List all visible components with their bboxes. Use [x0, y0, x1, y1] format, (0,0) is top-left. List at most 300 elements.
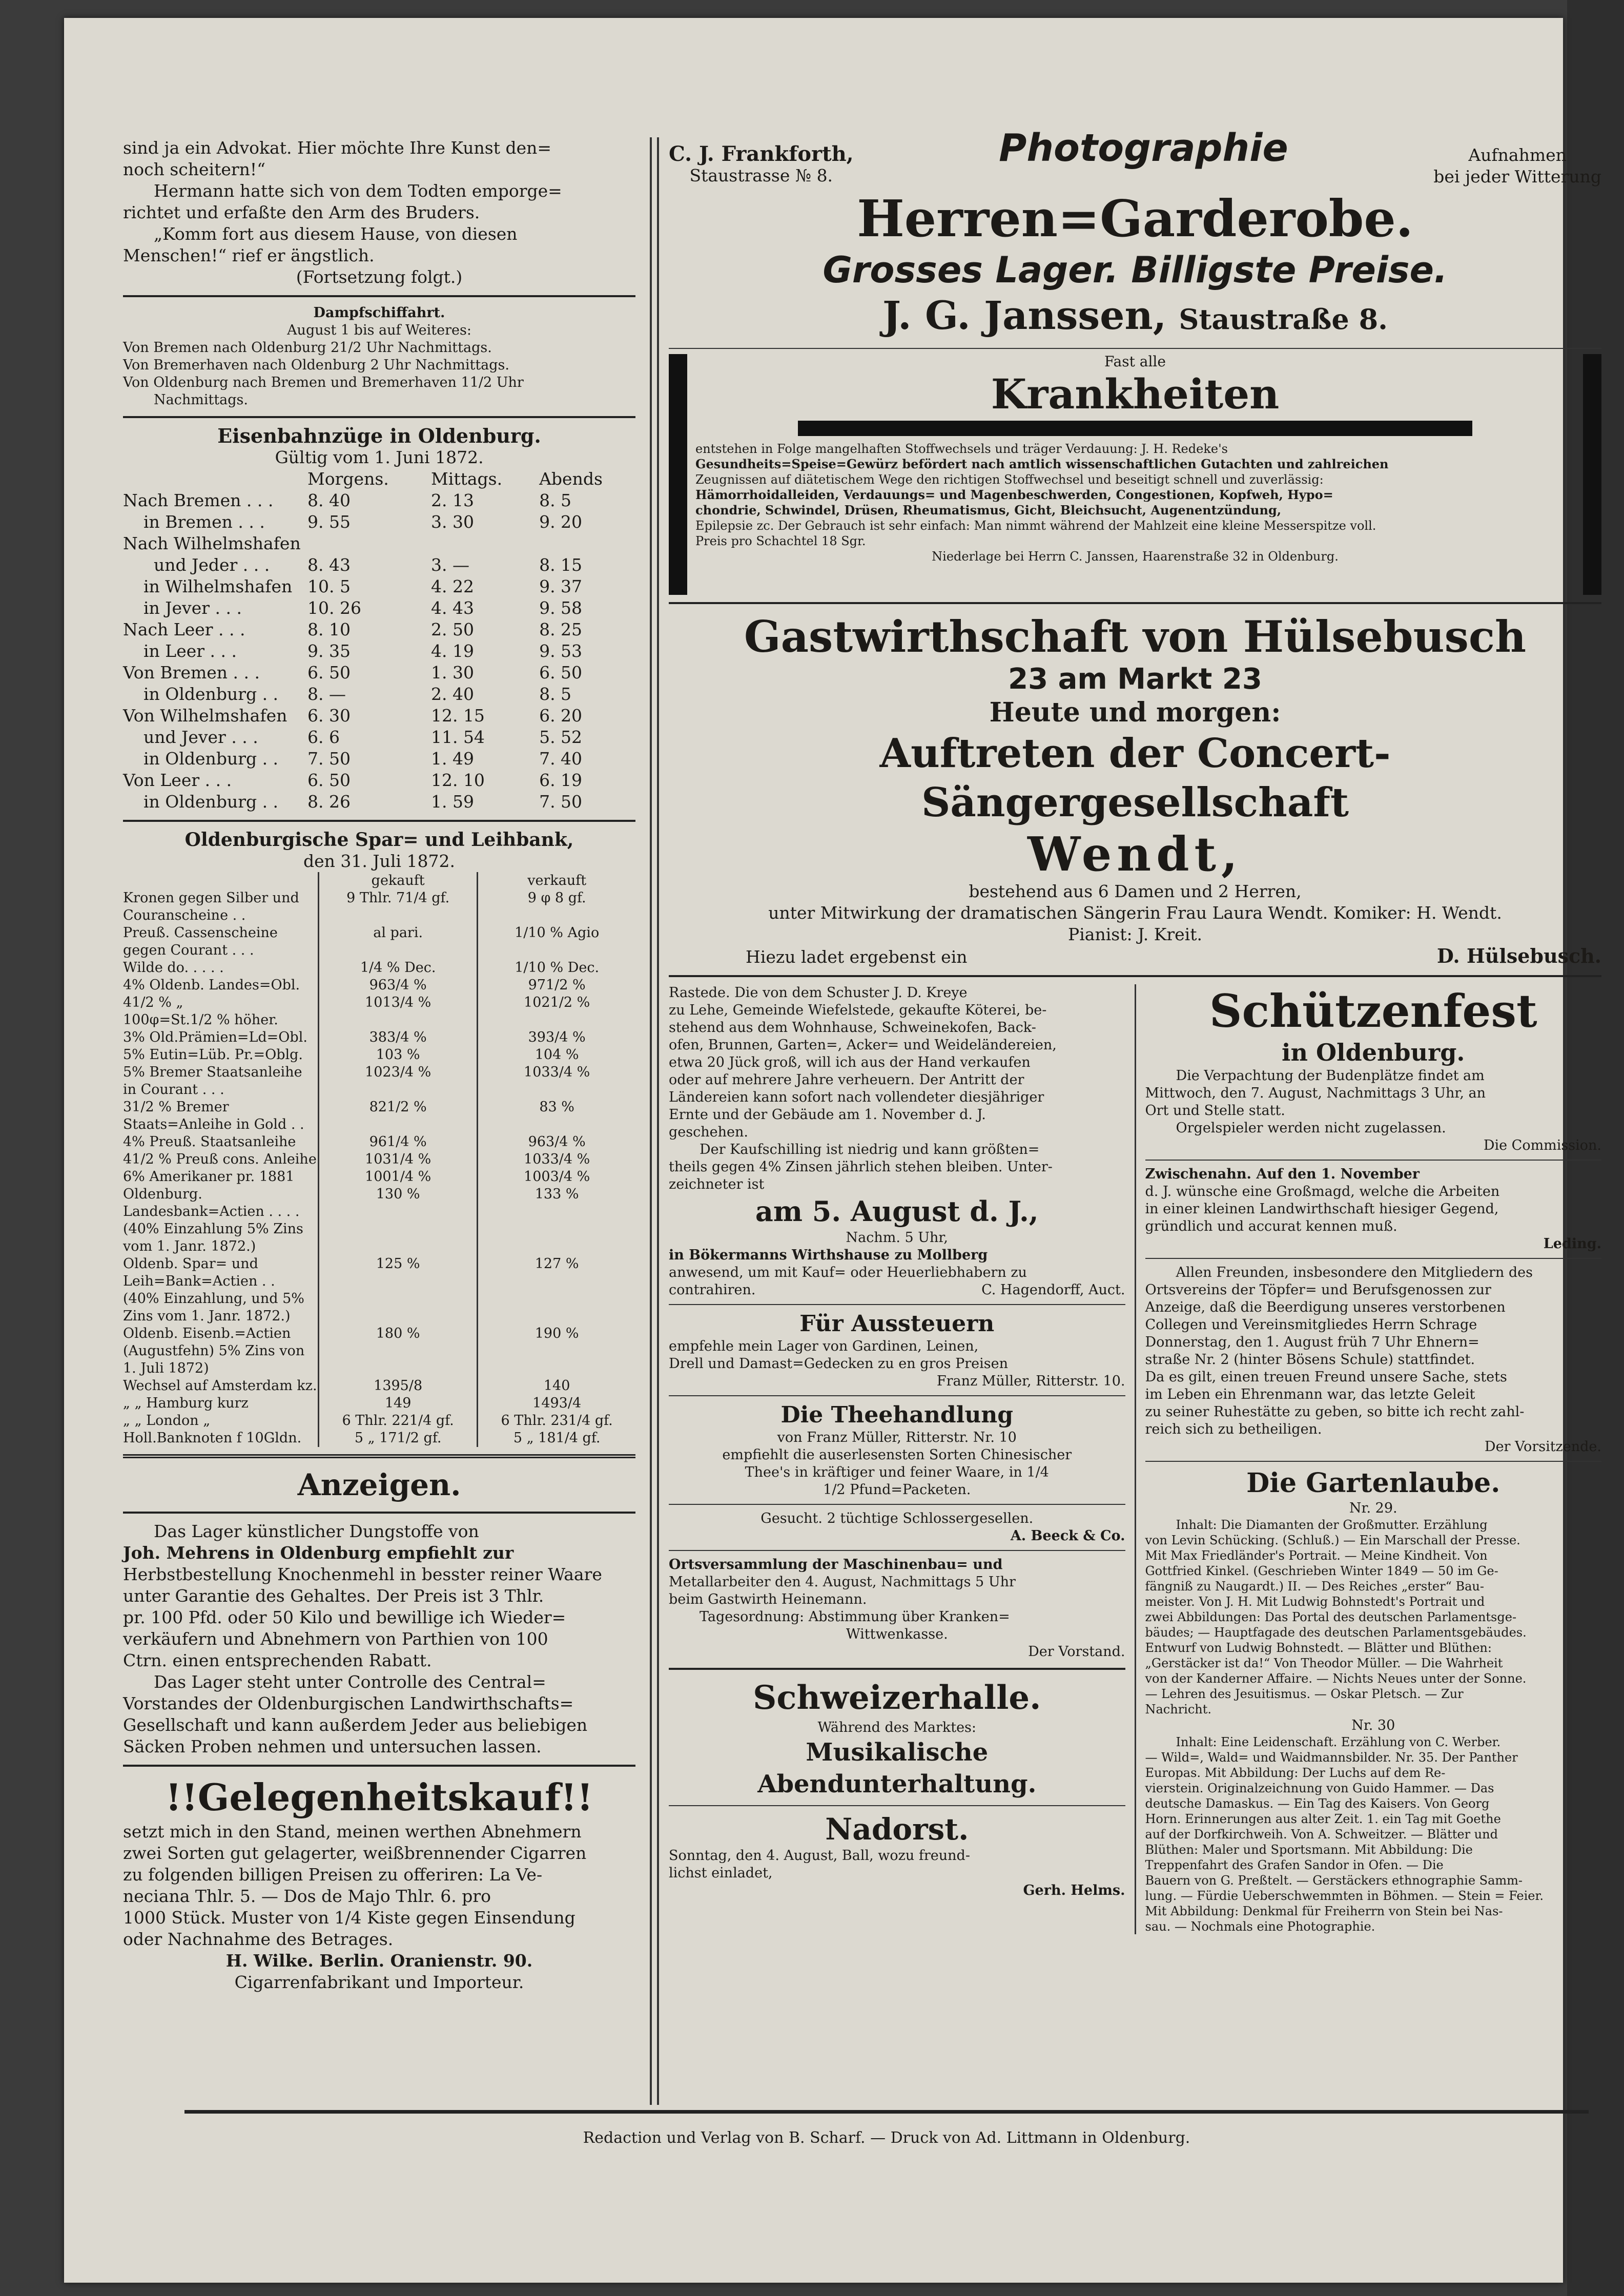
ad-line: empfiehlt die auserlesensten Sorten Chinesischer	[722, 1447, 1072, 1463]
ad-line: bestehend aus 6 Damen und 2 Herren,	[969, 881, 1302, 901]
ad-line: Nachricht.	[1145, 1702, 1212, 1716]
ad-line: straße Nr. 2 (hinter Bösens Schule) stattfindet.	[1145, 1352, 1475, 1368]
cell: 3. —	[430, 555, 469, 575]
table-row	[123, 1029, 635, 1046]
cell: 11. 54	[430, 727, 485, 747]
story-line: Hermann hatte sich von dem Todten emporge=	[154, 181, 562, 201]
cell: 9. 35	[307, 641, 351, 661]
divider	[123, 820, 635, 822]
cell: Von Bremen . . .	[123, 663, 260, 682]
cell: 41/2 % „	[123, 994, 319, 1011]
ad-line: Während des Marktes:	[817, 1720, 977, 1735]
cell: 149	[319, 1395, 478, 1412]
ad-line: Pianist: J. Kreit.	[1068, 924, 1202, 944]
ad-line: Ortsversammlung der Maschinenbau= und	[669, 1557, 1003, 1573]
cell: 31/2 % Bremer Staats=Anleihe in Gold . .	[123, 1099, 319, 1133]
nadorst-title: Nadorst.	[825, 1812, 969, 1847]
ad-line: anwesend, um mit Kauf= oder Heuerliebhabern zu	[669, 1265, 1027, 1280]
ad-line: Das Lager künstlicher Dungstoffe von	[154, 1521, 479, 1541]
krankheiten-pre: Fast alle	[1104, 353, 1166, 370]
cell: 9. 55	[307, 512, 351, 532]
janssen-address: Staustraße 8.	[1179, 303, 1388, 336]
cell: 1001/4 %	[319, 1168, 478, 1186]
table-row	[123, 727, 635, 748]
ad-line: Mittwoch, den 7. August, Nachmittags 3 Uhr, an	[1145, 1085, 1486, 1101]
cell: 6. 50	[307, 770, 351, 790]
cell: 1033/4 %	[524, 1064, 590, 1080]
cell: 190 %	[535, 1326, 579, 1341]
cell: 9. 58	[539, 598, 583, 618]
table-row	[123, 977, 635, 994]
ad-signature: D. Hülsebusch.	[1436, 944, 1601, 967]
cell: 6% Amerikaner pr. 1881	[123, 1168, 319, 1186]
ad-line: setzt mich in den Stand, meinen werthen Abnehmern	[123, 1822, 582, 1842]
divider	[123, 416, 635, 418]
steamship-schedule	[123, 304, 635, 409]
cell: 9 Thlr. 71/4 gf.	[319, 890, 478, 924]
ad-line: Gesundheits=Speise=Gewürz befördert nach amtlich wissenschaftlichen Gutachten und zahlreichen	[695, 457, 1389, 471]
ad-signature: Der Vorstand.	[1028, 1644, 1125, 1660]
cell: Nach Bremen . . .	[123, 490, 274, 510]
table-row	[123, 1255, 635, 1290]
herren-garderobe-ad	[669, 191, 1601, 343]
cell: 383/4 %	[319, 1029, 478, 1046]
cell: 8. 5	[539, 684, 572, 704]
ad-line: Bauern von G. Preßtelt. — Gerstäckers ethnographie Samm-	[1145, 1873, 1523, 1888]
right-column	[669, 126, 1601, 1934]
ad-line: Da es gilt, einen treuen Freund unsere Sache, stets	[1145, 1369, 1507, 1385]
ad-line: Niederlage bei Herrn C. Janssen, Haarenstraße 32 in Oldenburg.	[932, 549, 1339, 564]
ad-line: unter Garantie des Gehaltes. Der Preis ist 3 Thlr.	[123, 1586, 544, 1606]
top-row	[669, 126, 1601, 188]
divider	[123, 1765, 635, 1767]
table-row	[123, 1412, 635, 1430]
cell: 6 Thlr. 221/4 gf.	[319, 1412, 478, 1430]
cell: 125 %	[319, 1255, 478, 1290]
schweizerhalle-title: Schweizerhalle.	[753, 1679, 1041, 1717]
ad-signature: H. Wilke. Berlin. Oranienstr. 90.	[225, 1951, 533, 1971]
story-line: Menschen!“ rief er ängstlich.	[123, 245, 375, 265]
ad-line: Herbstbestellung Knochenmehl in besster reiner Waare	[123, 1564, 602, 1584]
cell: 4. 22	[430, 576, 474, 596]
column-rule	[650, 137, 652, 2105]
cell: al pari.	[319, 924, 478, 959]
cell: 8. 15	[539, 555, 583, 575]
table-row	[123, 662, 635, 684]
table-row	[123, 994, 635, 1011]
janssen-name: J. G. Janssen,	[882, 293, 1167, 338]
cell: „ „ London „	[123, 1412, 319, 1430]
cell: 12. 15	[430, 706, 485, 726]
ad-line: Sonntag, den 4. August, Ball, wozu freund-	[669, 1848, 970, 1864]
table-row	[123, 770, 635, 791]
col-header: Abends	[539, 469, 603, 489]
divider	[669, 348, 1601, 349]
aussteuern-title: Für Aussteuern	[799, 1311, 995, 1337]
cell: in Oldenburg . .	[143, 749, 279, 769]
cell: 6. 19	[539, 770, 583, 790]
ad-line: chondrie, Schwindel, Drüsen, Rheumatismus, Gicht, Bleichsucht, Augenentzündung,	[695, 503, 1282, 518]
ad-line: geschehen.	[669, 1124, 748, 1140]
cell: 5% Eutin=Lüb. Pr.=Oblg.	[123, 1046, 319, 1064]
cell: in Bremen . . .	[143, 512, 265, 532]
story-line: richtet und erfaßte den Arm des Bruders.	[123, 202, 480, 222]
frankforth-name: C. J. Frankforth,	[669, 142, 854, 166]
bank-table	[123, 872, 635, 1447]
cell: Nach Wilhelmshafen	[123, 533, 301, 553]
cell: 9. 53	[539, 641, 583, 661]
cell: 41/2 % Preuß cons. Anleihe	[123, 1151, 319, 1168]
ad-line: Gesucht. 2 tüchtige Schlossergesellen.	[760, 1511, 1034, 1526]
cell: 130 %	[319, 1186, 478, 1221]
ad-line: gründlich und accurat kennen muß.	[1145, 1218, 1397, 1234]
cell: Holl.Banknoten f 10Gldn.	[123, 1430, 319, 1447]
col-header: verkauft	[527, 873, 587, 888]
ad-line: Drell und Damast=Gedecken zu en gros Preisen	[669, 1356, 1008, 1372]
steamship-subtitle: August 1 bis auf Weiteres:	[287, 322, 471, 338]
ad-line: zeichneter ist	[669, 1176, 765, 1192]
ad-line: beim Gastwirth Heinemann.	[669, 1591, 867, 1607]
col-header: Morgens.	[307, 469, 389, 489]
ad-line: Säcken Proben nehmen und untersuchen lassen.	[123, 1736, 542, 1756]
cell: 7. 50	[307, 749, 351, 769]
cell: 133 %	[535, 1186, 579, 1202]
gastwirthschaft-ad	[669, 611, 1601, 968]
ad-signature: C. Hagendorff, Auct.	[981, 1282, 1125, 1298]
steamship-line: Von Bremen nach Oldenburg 21/2 Uhr Nachmittags.	[123, 340, 492, 356]
table-row	[123, 1046, 635, 1064]
ad-signature: Der Vorsitzende.	[1484, 1439, 1601, 1455]
story-ending	[123, 137, 635, 288]
ad-signature: Franz Müller, Ritterstr. 10.	[936, 1373, 1125, 1389]
table-row	[123, 1395, 635, 1412]
ad-line: etwa 20 Jück groß, will ich aus der Hand verkaufen	[669, 1054, 1031, 1070]
cell: 104 %	[535, 1047, 579, 1063]
divider	[1145, 1258, 1602, 1259]
photographie-heading: Photographie	[999, 126, 1288, 170]
aufnahmen-block	[1433, 144, 1601, 188]
cell: Oldenb. Spar= und Leih=Bank=Actien . .	[123, 1255, 319, 1290]
gelegenheitskauf-ad	[123, 1774, 635, 1993]
cell: 1. 59	[430, 792, 474, 812]
ad-line: Rastede. Die von dem Schuster J. D. Kreye	[669, 985, 968, 1001]
ad-line: Inhalt: Eine Leidenschaft. Erzählung von C. Werber.	[1176, 1735, 1501, 1749]
trains-table	[123, 468, 635, 813]
table-row	[123, 1290, 635, 1325]
table-row	[123, 1168, 635, 1186]
table-row	[123, 533, 635, 554]
ad-line: Preis pro Schachtel 18 Sgr.	[695, 534, 866, 548]
ad-line: bäudes; — Hauptfagade des deutschen Parlamentsgebäudes.	[1145, 1625, 1527, 1640]
ad-line: empfehle mein Lager von Gardinen, Leinen,	[669, 1338, 979, 1354]
cell: 1/10 % Dec.	[515, 960, 600, 976]
table-row	[123, 1133, 635, 1151]
divider	[669, 1304, 1125, 1305]
cell: in Leer . . .	[143, 641, 237, 661]
cell: 1. 49	[430, 749, 474, 769]
cell: 8. —	[307, 684, 346, 704]
bank-subtitle: den 31. Juli 1872.	[303, 851, 455, 871]
gastwirth-title: Gastwirthschaft von Hülsebusch	[744, 611, 1527, 662]
ad-line: auf der Dorfkirchweih. Von A. Schweitzer. — Blätter und	[1145, 1827, 1498, 1842]
cell: „ „ Hamburg kurz	[123, 1395, 319, 1412]
ad-line: ofen, Brunnen, Garten=, Acker= und Weideländereien,	[669, 1037, 1057, 1053]
table-row	[123, 705, 635, 727]
ad-line: zu folgenden billigen Preisen zu offeriren: La Ve-	[123, 1865, 543, 1885]
ad-line: pr. 100 Pfd. oder 50 Kilo und bewillige ich Wieder=	[123, 1607, 566, 1627]
cell: 5 „ 171/2 gf.	[319, 1430, 478, 1447]
ad-line: Das Lager steht unter Controlle des Central=	[154, 1672, 546, 1692]
cell: 10. 26	[307, 598, 361, 618]
ad-line: Anzeige, daß die Beerdigung unseres verstorbenen	[1145, 1299, 1506, 1315]
ad-line: contrahiren.	[669, 1282, 756, 1298]
ad-line: verkäufern und Abnehmern von Parthien von 100	[123, 1629, 548, 1649]
table-row	[123, 890, 635, 924]
table-row	[123, 1221, 635, 1255]
table-row	[123, 684, 635, 705]
gastwirth-heute: Heute und morgen:	[989, 697, 1281, 728]
cell: 3% Old.Prämien=Ld=Obl.	[123, 1029, 319, 1046]
story-line: noch scheitern!“	[123, 159, 266, 179]
cell: 1003/4 %	[524, 1169, 590, 1185]
ad-line: lichst einladet,	[669, 1865, 773, 1881]
divider	[669, 1504, 1125, 1505]
cell: 6. 50	[539, 663, 583, 682]
cell: Oldenb. Eisenb.=Actien (Augustfehn) 5% Zins von 1. Juli 1872)	[123, 1325, 319, 1377]
herren-title: Herren=Garderobe.	[857, 190, 1413, 249]
cell: 127 %	[535, 1256, 579, 1272]
ad-line: vierstein. Originalzeichnung von Guido Hammer. — Das	[1145, 1781, 1494, 1795]
ad-line: oder Nachnahme des Betrages.	[123, 1929, 394, 1949]
cell: 6. 6	[307, 727, 340, 747]
table-row	[123, 1377, 635, 1395]
divider	[1145, 1160, 1602, 1161]
ad-line: entstehen in Folge mangelhaften Stoffwechsels und träger Verdauung: J. H. Redeke's	[695, 442, 1228, 456]
black-bar	[1583, 354, 1601, 595]
gartenlaube-title: Die Gartenlaube.	[1246, 1467, 1500, 1499]
table-row	[123, 1325, 635, 1377]
ad-line: von Levin Schücking. (Schluß.) — Ein Marschall der Presse.	[1145, 1533, 1520, 1547]
ad-line: in einer kleinen Landwirthschaft hiesiger Gegend,	[1145, 1201, 1499, 1217]
ad-line: zu Lehe, Gemeinde Wiefelstede, gekaufte Köterei, be-	[669, 1002, 1047, 1018]
cell: 6. 50	[307, 663, 351, 682]
ad-line: Wittwenkasse.	[846, 1626, 948, 1642]
ad-line: unter Mitwirkung der dramatischen Sängerin Frau Laura Wendt. Komiker: H. Wendt.	[768, 903, 1502, 923]
col-header: Mittags.	[430, 469, 503, 489]
ad-line: meister. Von J. H. Mit Ludwig Bohnstedt's Portrait und	[1145, 1595, 1485, 1609]
black-bar	[798, 421, 1472, 436]
ad-line: Tagesordnung: Abstimmung über Kranken=	[700, 1609, 1010, 1625]
cell: und Jever . . .	[143, 727, 258, 747]
steamship-title: Dampfschiffahrt.	[313, 305, 445, 321]
cell: 5% Bremer Staatsanleihe in Courant . . .	[123, 1064, 319, 1099]
ad-line: zwei Sorten gut gelagerter, weißbrennender Cigarren	[123, 1843, 587, 1863]
ad-line: Ernte und der Gebäude am 1. November d. J.	[669, 1107, 986, 1123]
ad-line: von der Kanderner Affaire. — Nichts Neues unter der Sonne.	[1145, 1671, 1527, 1686]
cell: 100φ=St.1/2 % höher.	[123, 1011, 319, 1029]
cell: 6. 30	[307, 706, 351, 726]
cell: 4. 43	[430, 598, 474, 618]
ad-line: Epilepsie zc. Der Gebrauch ist sehr einfach: Man nimmt während der Mahlzeit eine kleine Messerspitze voll.	[695, 519, 1376, 533]
cell: in Wilhelmshafen	[143, 576, 293, 596]
cell: 6. 20	[539, 706, 583, 726]
auction-date: am 5. August d. J.,	[755, 1195, 1039, 1228]
table-row	[123, 576, 635, 597]
table-row	[123, 959, 635, 977]
cell: 12. 10	[430, 770, 485, 790]
right-subcolumn-1	[669, 984, 1136, 1934]
ad-line: Treppenfahrt des Grafen Sandor in Ofen. — Die	[1145, 1858, 1444, 1872]
table-row	[123, 1186, 635, 1221]
cell: 2. 50	[430, 619, 474, 639]
divider	[669, 1668, 1125, 1670]
gastwirth-address: 23 am Markt 23	[1008, 663, 1262, 696]
table-row	[123, 791, 635, 813]
ad-line: Collegen und Vereinsmitgliedes Herrn Schrage	[1145, 1317, 1477, 1333]
gelegenheit-title: !!Gelegenheitskauf!!	[165, 1775, 593, 1819]
cell: 5. 52	[539, 727, 583, 747]
cell: 961/4 %	[319, 1133, 478, 1151]
herren-subtitle: Grosses Lager. Billigste Preise.	[823, 249, 1448, 291]
ad-line: Thee's in kräftiger und feiner Waare, in 1/4	[745, 1464, 1049, 1480]
divider	[123, 1512, 635, 1514]
right-subcolumn-2	[1136, 984, 1602, 1934]
ad-signature: Leding.	[1543, 1236, 1601, 1252]
ad-line: Gottfried Kinkel. (Geschrieben Winter 1849 — 50 im Ge-	[1145, 1564, 1498, 1578]
aufnahmen-text: Aufnahmen	[1468, 145, 1567, 165]
cell: Von Leer . . .	[123, 770, 232, 790]
trains-subtitle: Gültig vom 1. Juni 1872.	[275, 447, 484, 467]
cell: 1/10 % Agio	[515, 925, 600, 941]
ad-line: zu seiner Ruhestätte zu geben, so bitte ich recht zahl-	[1145, 1404, 1525, 1420]
story-line: sind ja ein Advokat. Hier möchte Ihre Kunst den=	[123, 138, 552, 158]
ad-line: von Franz Müller, Ritterstr. Nr. 10	[777, 1430, 1017, 1445]
cell: 4% Preuß. Staatsanleihe	[123, 1133, 319, 1151]
cell: 1. 30	[430, 663, 474, 682]
ad-line: 1000 Stück. Muster von 1/4 Kiste gegen Einsendung	[123, 1908, 575, 1928]
ad-signature: Cigarrenfabrikant und Importeur.	[234, 1972, 524, 1992]
ad-line: Hiezu ladet ergebenst ein	[746, 947, 968, 967]
cell: 1033/4 %	[524, 1151, 590, 1167]
auftreten-heading: Auftreten der Concert-Sängergesellschaft	[879, 730, 1391, 826]
ad-line: Mit Max Friedländer's Portrait. — Meine Kindheit. Von	[1145, 1548, 1488, 1563]
ad-signature: A. Beeck & Co.	[1010, 1528, 1125, 1544]
continued-note: (Fortsetzung folgt.)	[296, 267, 463, 287]
divider	[669, 975, 1601, 977]
ad-line: neciana Thlr. 5. — Dos de Majo Thlr. 6. pro	[123, 1886, 491, 1906]
schuetzenfest-location: in Oldenburg.	[1282, 1039, 1465, 1066]
bottom-rule	[184, 2110, 1589, 2114]
table-row	[123, 490, 635, 511]
issue-number: Nr. 29.	[1349, 1500, 1397, 1516]
cell: in Jever . . .	[143, 598, 242, 618]
ad-line: „Gerstäcker ist da!“ Von Theodor Müller. — Die Wahrheit	[1145, 1656, 1503, 1670]
bank-rates	[123, 829, 635, 1447]
cell: und Jeder . . .	[154, 555, 270, 575]
cell: 83 %	[539, 1099, 574, 1115]
divider	[669, 1395, 1125, 1396]
ad-line: Orgelspieler werden nicht zugelassen.	[1176, 1120, 1446, 1136]
cell: 8. 5	[539, 490, 572, 510]
wendt-heading: Wendt,	[1027, 826, 1243, 882]
ad-line: sau. — Nochmals eine Photographie.	[1145, 1919, 1375, 1934]
cell: 8. 43	[307, 555, 351, 575]
col-header: gekauft	[319, 872, 478, 890]
ad-line: Horn. Erinnerungen aus alter Zeit. 1. ein Tag mit Goethe	[1145, 1812, 1501, 1826]
ad-line: Inhalt: Die Diamanten der Großmutter. Erzählung	[1176, 1518, 1488, 1532]
ad-line: Metallarbeiter den 4. August, Nachmittags 5 Uhr	[669, 1574, 1016, 1590]
cell: 8. 40	[307, 490, 351, 510]
cell: 7. 50	[539, 792, 583, 812]
frankforth-address: Staustrasse № 8.	[689, 166, 833, 185]
table-row	[123, 924, 635, 959]
divider	[669, 1805, 1125, 1806]
cell: 1031/4 %	[319, 1151, 478, 1168]
cell: 1023/4 %	[319, 1064, 478, 1099]
cell: 393/4 %	[528, 1029, 586, 1045]
cell: 1021/2 %	[524, 995, 590, 1010]
cell: in Oldenburg . .	[143, 684, 279, 704]
cell: (40% Einzahlung 5% Zins vom 1. Janr. 1872.)	[123, 1221, 319, 1255]
cell: 2. 13	[430, 490, 474, 510]
black-bar	[669, 354, 687, 595]
divider	[123, 1454, 635, 1458]
cell: 8. 10	[307, 619, 351, 639]
cell: Wilde do. . . . .	[123, 959, 319, 977]
table-row	[123, 554, 635, 576]
left-column	[123, 137, 635, 1993]
aufnahmen-text: bei jeder Witterung	[1433, 167, 1601, 187]
ad-line: Ctrn. einen entsprechenden Rabatt.	[123, 1650, 432, 1670]
ad-line: Der Kaufschilling ist niedrig und kann größten=	[700, 1142, 1040, 1157]
anzeigen-heading: Anzeigen.	[297, 1467, 461, 1502]
ad-line: Zeugnissen auf diätetischem Wege den richtigen Stoffwechsel und beseitigt schnell und zuverlässig:	[695, 472, 1324, 487]
ad-line: — Wild=, Wald= und Waidmannsbilder. Nr. 35. Der Panther	[1145, 1750, 1518, 1765]
cell: 1493/4	[532, 1395, 582, 1411]
ad-line: Joh. Mehrens in Oldenburg empfiehlt zur	[123, 1543, 514, 1563]
ad-line: Vorstandes der Oldenburgischen Landwirthschafts=	[123, 1693, 574, 1713]
dungstoffe-ad	[123, 1521, 635, 1757]
cell: 8. 25	[539, 619, 583, 639]
ad-line: Zwischenahn. Auf den 1. November	[1145, 1166, 1420, 1182]
ad-signature: Die Commission.	[1483, 1137, 1601, 1153]
cell: 9. 20	[539, 512, 583, 532]
cell: 8. 26	[307, 792, 351, 812]
ad-line: d. J. wünsche eine Großmagd, welche die Arbeiten	[1145, 1184, 1500, 1199]
ad-line: Ort und Stelle statt.	[1145, 1103, 1285, 1119]
table-row	[123, 1151, 635, 1168]
ad-line: reich sich zu betheiligen.	[1145, 1421, 1322, 1437]
ad-line: in Bökermanns Wirthshause zu Mollberg	[669, 1247, 988, 1263]
ad-line: Donnerstag, den 1. August früh 7 Uhr Ehnern=	[1145, 1334, 1479, 1350]
cell: 2. 40	[430, 684, 474, 704]
cell: 1013/4 %	[319, 994, 478, 1011]
trains-header	[123, 468, 635, 490]
cell: 971/2 %	[528, 977, 586, 993]
story-line: „Komm fort aus diesem Hause, von diesen	[154, 224, 518, 244]
steamship-line: Von Bremerhaven nach Oldenburg 2 Uhr Nachmittags.	[123, 357, 509, 373]
cell: 9. 37	[539, 576, 583, 596]
cell: Wechsel auf Amsterdam kz.	[123, 1377, 319, 1395]
ad-line: theils gegen 4% Zinsen jährlich stehen bleiben. Unter-	[669, 1159, 1053, 1175]
cell: 4. 19	[430, 641, 474, 661]
cell: 7. 40	[539, 749, 583, 769]
cell: 140	[543, 1378, 570, 1394]
table-row	[123, 1099, 635, 1133]
ad-line: Entwurf von Ludwig Bohnstedt. — Blätter und Blüthen:	[1145, 1641, 1492, 1655]
cell: 963/4 %	[528, 1134, 586, 1150]
cell: 9 φ 8 gf.	[527, 890, 586, 906]
